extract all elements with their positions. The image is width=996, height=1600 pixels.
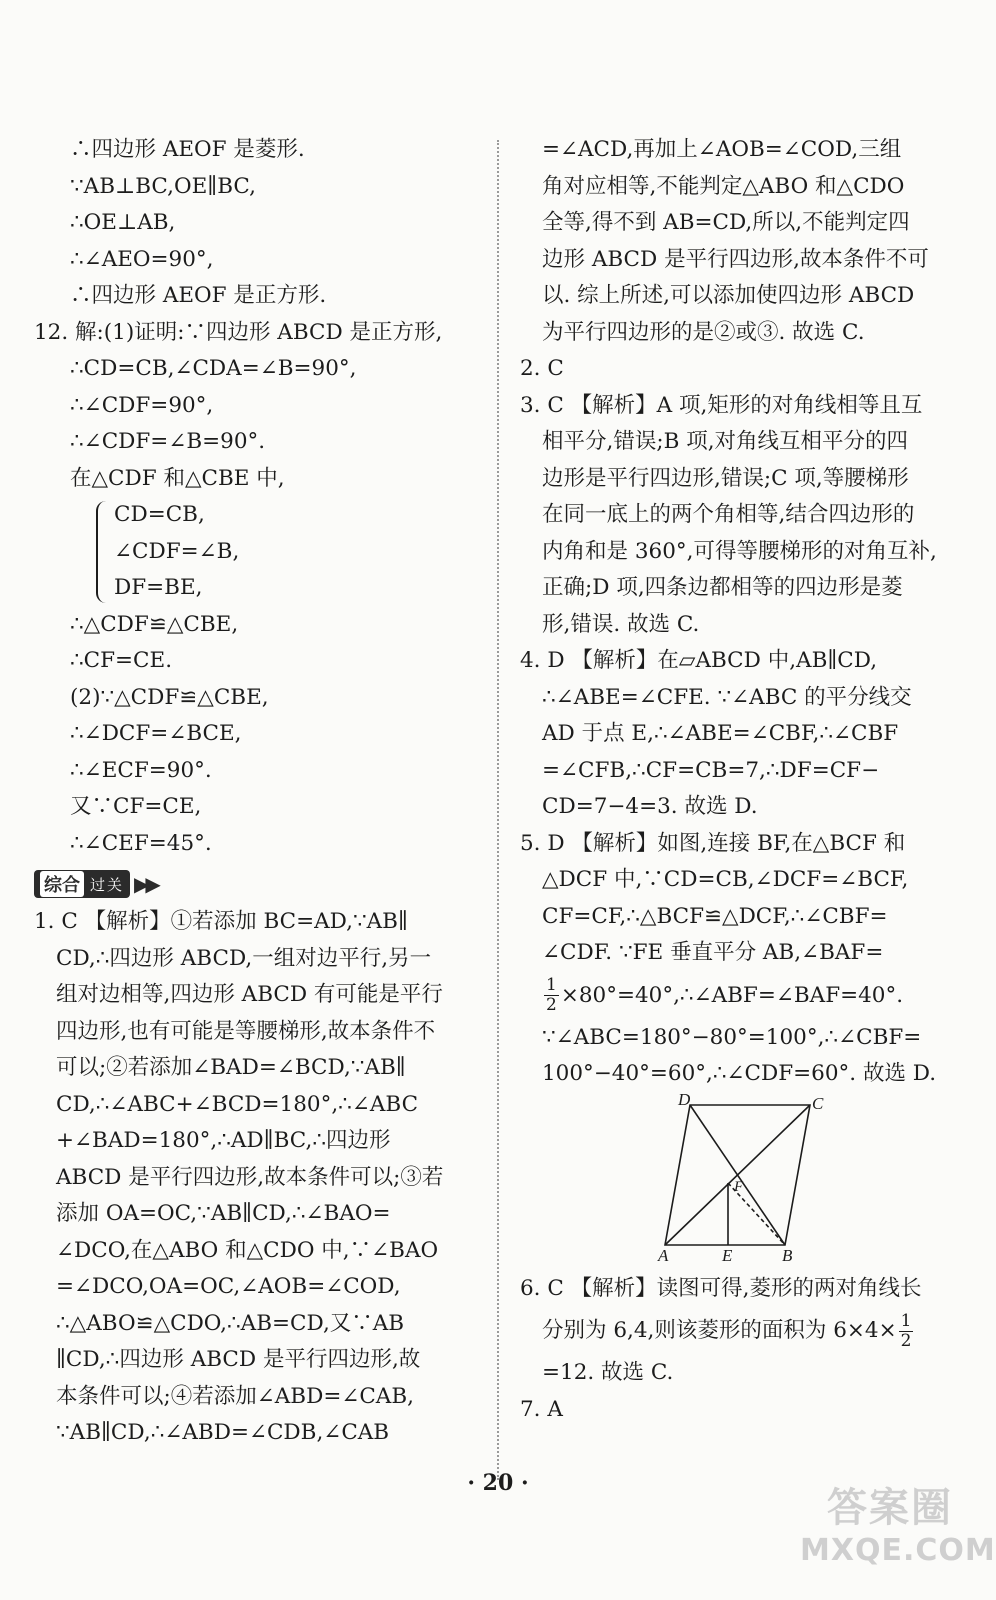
text-line: ∴∠CDF=90°, [70,392,214,418]
text-line: 角对应相等,不能判定△ABO 和△CDO [542,173,905,199]
text-line: ∵∠ABC=180°−80°=100°,∴∠CBF= [542,1024,922,1050]
text-line: 边形是平行四边形,错误;C 项,等腰梯形 [542,465,909,491]
left-brace-icon [96,501,108,603]
fraction-line [520,972,975,1020]
text-line: ∠CDF. ∵FE 垂直平分 AB,∠BAF= [542,940,884,965]
system-line: ∠CDF=∠B, [114,538,240,564]
section-banner-label [34,870,130,898]
text-line: ∴∠ECF=90°. [70,757,212,783]
text-line: 形,错误. 故选 C. [542,611,700,637]
text-line: +∠BAD=180°,∴AD∥BC,∴四边形 [56,1128,391,1153]
label-a: A [658,1245,669,1265]
watermark-url: MXQE.COM [800,1533,996,1568]
text-line: ∴OE⊥AB, [70,210,176,235]
label-d: D [678,1089,691,1109]
text-line: ∴∠ABE=∠CFE. ∵∠ABC 的平分线交 [542,684,912,710]
fraction-line-text: ×80°=40°,∴∠ABF=∠BAF=40°. [560,982,904,1008]
double-arrow-icon: ▶▶ [134,872,157,896]
question-3-line: 3. C 【解析】A 项,矩形的对角线相等且互 [520,392,923,418]
question-7-line: 7. A [520,1396,563,1422]
text-line: ∴CF=CE. [70,648,173,673]
text-line: 可以;②若添加∠BAD=∠BCD,∵AB∥ [56,1055,406,1080]
fraction-half [899,1312,914,1351]
label-b: B [782,1245,793,1265]
label-f: F [734,1178,744,1195]
text-line: ∴四边形 AEOF 是正方形. [70,283,327,308]
fraction-denominator: 2 [900,1330,912,1351]
text-line: 组对边相等,四边形 ABCD 有可能是平行 [56,982,443,1007]
text-line: =12. 故选 C. [542,1360,674,1385]
text-line: ∴CD=CB,∠CDA=∠B=90°, [70,356,357,381]
fraction-numerator: 1 [546,975,557,995]
text-line: ∴∠CDF=∠B=90°. [70,429,266,454]
equation-system [34,497,474,607]
column-divider [497,140,499,1480]
left-column [34,132,474,1452]
text-line: ∴△ABO≌△CDO,∴AB=CD,又∵AB [56,1310,405,1336]
question-12-heading: 12. 解:(1)证明:∵四边形 ABCD 是正方形, [34,319,443,345]
text-line: CD=7−4=3. 故选 D. [542,794,758,819]
text-line: 以. 综上所述,可以添加使四边形 ABCD [542,283,915,308]
text-line: ∴∠CEF=45°. [70,830,212,856]
text-line: CD,∴∠ABC+∠BCD=180°,∴∠ABC [56,1091,419,1117]
text-line: CF=CF,∴△BCF≌△DCF,∴∠CBF= [542,903,888,929]
page-number: · 20 · [467,1470,529,1496]
question-1-line: 1. C 【解析】①若添加 BC=AD,∵AB∥ [34,909,408,934]
text-line: ∥CD,∴四边形 ABCD 是平行四边形,故 [56,1347,421,1372]
system-line: CD=CB, [114,502,205,527]
section-banner [34,866,474,902]
text-line: 内角和是 360°,可得等腰梯形的对角互补, [542,538,937,564]
fraction-line-text: 分别为 6,4,则该菱形的面积为 6×4× [542,1318,897,1343]
system-line: DF=BE, [114,575,203,600]
text-line: 为平行四边形的是②或③. 故选 C. [542,319,865,345]
text-line: ∵AB∥CD,∴∠ABD=∠CDB,∠CAB [56,1420,390,1445]
text-line: ∴∠AEO=90°, [70,246,214,272]
text-line: 边形 ABCD 是平行四边形,故本条件不可 [542,246,929,272]
text-line: ∵AB⊥BC,OE∥BC, [70,173,256,199]
text-line: 添加 OA=OC,∵AB∥CD,∴∠BAO= [56,1201,391,1226]
text-line: ∠DCO,在△ABO 和△CDO 中,∵∠BAO [56,1237,439,1263]
fraction-numerator: 1 [900,1310,912,1331]
text-line: 正确;D 项,四条边都相等的四边形是菱 [542,575,903,600]
text-line: ∴∠DCF=∠BCE, [70,721,242,746]
question-2-line: 2. C [520,356,564,381]
watermark [800,1476,996,1586]
question-6-line: 6. C 【解析】读图可得,菱形的两对角线长 [520,1275,922,1301]
text-line: =∠CFB,∴CF=CB=7,∴DF=CF− [542,757,880,783]
banner-part1: 综合 [40,871,84,897]
text-line: 100°−40°=60°,∴∠CDF=60°. 故选 D. [542,1061,937,1086]
watermark-logo-text: 答案圈 [827,1485,953,1531]
text-line: AD 于点 E,∴∠ABE=∠CBF,∴∠CBF [542,721,899,746]
right-column [520,132,975,1428]
text-line: ∴△CDF≌△CBE, [70,611,239,637]
fraction-half [544,976,559,1015]
text-line: 四边形,也有可能是等腰梯形,故本条件不 [56,1018,436,1044]
text-line: =∠DCO,OA=OC,∠AOB=∠COD, [56,1274,401,1299]
parallelogram-figure [520,1089,975,1265]
text-line: ABCD 是平行四边形,故本条件可以;③若 [56,1164,444,1190]
banner-part2: 过关 [90,875,125,894]
text-line: ∴四边形 AEOF 是菱形. [70,137,305,162]
text-line: △DCF 中,∵CD=CB,∠DCF=∠BCF, [542,867,909,892]
parallelogram-diagram [650,1089,824,1265]
text-line: CD,∴四边形 ABCD,一组对边平行,另一 [56,945,432,971]
fraction-denominator: 2 [546,995,557,1015]
text-line: 相平分,错误;B 项,对角线互相平分的四 [542,429,909,454]
question-4-line: 4. D 【解析】在▱ABCD 中,AB∥CD, [520,648,878,673]
text-line: 全等,得不到 AB=CD,所以,不能判定四 [542,210,910,235]
text-line: (2)∵△CDF≌△CBE, [70,684,269,710]
question-5-line: 5. D 【解析】如图,连接 BF,在△BCF 和 [520,830,906,856]
label-e: E [722,1245,733,1265]
text-line: 又∵CF=CE, [70,794,202,819]
fraction-line [520,1307,975,1355]
text-line: =∠ACD,再加上∠AOB=∠COD,三组 [542,137,902,162]
label-c: C [812,1093,824,1113]
text-line: 在同一底上的两个角相等,结合四边形的 [542,502,915,527]
text-line: 本条件可以;④若添加∠ABD=∠CAB, [56,1383,414,1409]
text-line: 在△CDF 和△CBE 中, [70,465,285,491]
